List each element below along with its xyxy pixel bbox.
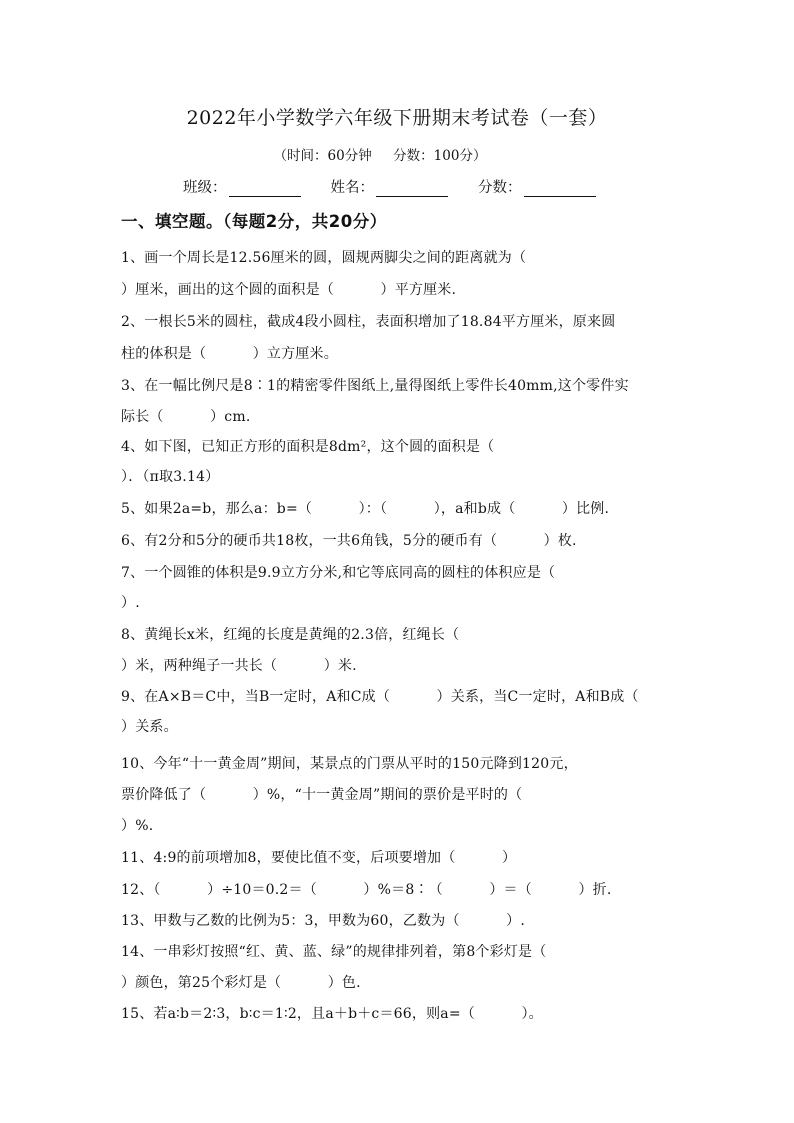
exam-time-score: （时间：60分钟 分数：100分） — [273, 148, 487, 164]
question-line: 票价降低了（ ）%，“十一黄金周”期间的票价是平时的（ — [121, 787, 523, 803]
section-title: 一、填空题。（每题2分，共20分） — [121, 212, 387, 231]
question-line: ）米，两种绳子一共长（ ）米. — [121, 658, 357, 674]
name-label: 姓名： — [330, 180, 374, 196]
question-line: 15、若a∶b＝2∶3，b∶c＝1∶2，且a＋b＋c＝66，则a=（ ）。 — [121, 1006, 543, 1022]
question-line: 3、在一幅比例尺是8∶1的精密零件图纸上,量得图纸上零件长40mm,这个零件实 — [121, 378, 629, 394]
student-info-row — [183, 176, 626, 197]
question-line: 11、4:9的前项增加8，要使比值不变，后项要增加（ ） — [121, 850, 517, 866]
question-line: 2、一根长5米的圆柱，截成4段小圆柱，表面积增加了18.84平方厘米，原来圆 — [121, 314, 616, 330]
question-line: ）关系。 — [121, 719, 178, 735]
question-line: 6、有2分和5分的硬币共18枚，一共6角钱，5分的硬币有（ ）枚. — [121, 533, 577, 549]
question-line: 14、一串彩灯按照“红、黄、蓝、绿”的规律排列着，第8个彩灯是（ — [121, 944, 547, 960]
question-line: 柱的体积是（ ）立方厘米。 — [121, 346, 338, 362]
question-line: 8、黄绳长x米，红绳的长度是黄绳的2.3倍，红绳长（ — [121, 627, 460, 643]
class-blank — [229, 180, 301, 197]
question-line: ）．（π取3.14） — [121, 469, 220, 485]
question-line: 12、（ ）÷10＝0.2＝（ ）%＝8∶（ ）＝（ ）折. — [121, 882, 612, 898]
question-line: ）颜色，第25个彩灯是（ ）色. — [121, 975, 361, 991]
question-line: 13、甲数与乙数的比例为5：3，甲数为60，乙数为（ ）. — [121, 913, 525, 929]
question-line: 7、一个圆锥的体积是9.9立方分米,和它等底同高的圆柱的体积应是（ — [121, 565, 556, 581]
question-line: 10、今年“十一黄金周”期间，某景点的门票从平时的150元降到120元， — [121, 756, 578, 772]
name-field — [331, 176, 449, 197]
name-blank — [376, 180, 448, 197]
score-blank — [524, 180, 596, 197]
question-line: ）. — [121, 595, 140, 611]
question-line: 5、如果2a=b，那么a：b=（ ）：（ ），a和b成（ ）比例. — [121, 501, 610, 517]
question-line: 1、画一个周长是12.56厘米的圆，圆规两脚尖之间的距离就为（ — [121, 250, 527, 266]
question-line: 际长（ ）cm. — [121, 409, 251, 425]
class-label: 班级： — [183, 180, 227, 196]
question-line: 9、在A×B＝C中，当B一定时，A和C成（ ）关系，当C一定时，A和B成（ — [121, 689, 639, 705]
score-field — [478, 176, 596, 197]
question-line: ）%. — [121, 818, 154, 834]
score-label: 分数： — [478, 180, 522, 196]
class-field — [183, 176, 301, 197]
question-line: 4、如下图，已知正方形的面积是8dm²，这个圆的面积是（ — [121, 439, 495, 455]
page-title: 2022年小学数学六年级下册期末考试卷（一套） — [186, 107, 608, 129]
question-line: ）厘米，画出的这个圆的面积是（ ）平方厘米. — [121, 282, 457, 298]
